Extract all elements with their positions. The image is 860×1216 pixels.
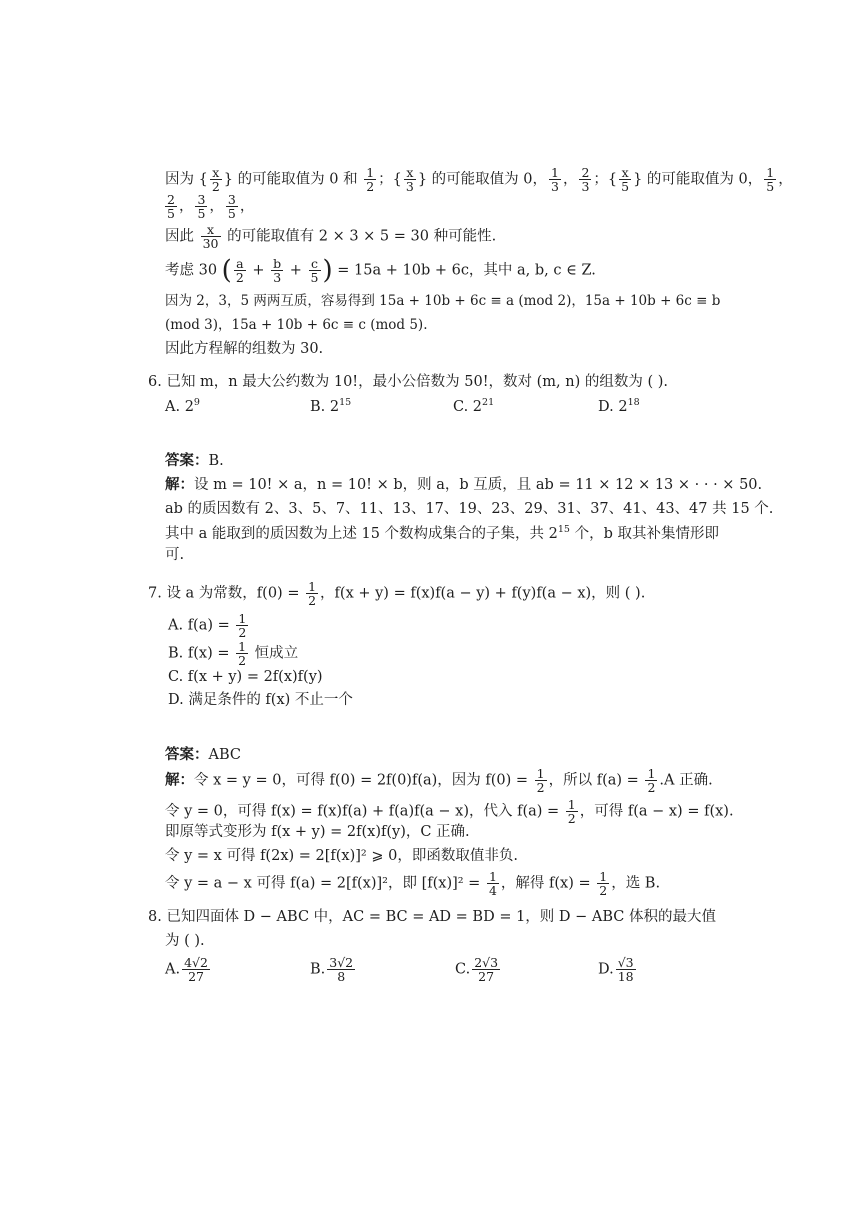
q8-option-c: C. $\frac{2√3}{27}$ (455, 955, 499, 985)
sol5-line4: 考虑 30 ( $\frac{a}{2}$ + $\frac{b}{3}$ + $\frac{c}{5}$ ) = 15a + 10b + 6c，其中 a, b, c ∈ Z. (165, 255, 596, 286)
sol5-line5: 因为 2，3，5 两两互质，容易得到 15a + 10b + 6c ≡ a (mod 2)，15a + 10b + 6c ≡ b (165, 293, 721, 309)
q6-solution-line1: 解：设 m = 10! × a，n = 10! × b，则 a，b 互质，且 ab = 11 × 12 × 13 × · · · × 50. (165, 476, 763, 493)
sol5-line2: $\frac{2}{5}$ ， $\frac{3}{5}$ ， $\frac{3}{5}$ ， (167, 192, 255, 222)
q7-solution-line4: 令 y = x 可得 f(2x) = 2[f(x)]² ⩾ 0，即函数取值非负. (165, 848, 518, 864)
q6-solution-line4: 可. (165, 547, 185, 563)
q7-stem: 7. 设 a 为常数，f(0) = $\frac{1}{2}$ ，f(x + y) = f(x)f(a − y) + f(y)f(a − x)，则 ( ). (148, 579, 646, 609)
sol5-line1: 因为 { $\frac{x}{2}$ } 的可能取值为 0 和 $\frac{1}{2}$ ；{ $\frac{x}{3}$ } 的可能取值为 0， $\frac{1}{3}$ ， $\frac{2}{3}$ ；{ $\frac{x}{5}$ } 的可能取值为 0， $\frac{1}{5}$ ， (165, 165, 793, 195)
sol5-line3: 因此 $\frac{x}{30}$ 的可能取值有 2 × 3 × 5 = 30 种可能性. (165, 222, 497, 252)
q7-option-d: D. 满足条件的 f(x) 不止一个 (168, 692, 353, 708)
sol5-line6: (mod 3)，15a + 10b + 6c ≡ c (mod 5). (165, 317, 428, 333)
q6-stem: 6. 已知 m，n 最大公约数为 10!，最小公倍数为 50!，数对 (m, n) 的组数为 ( ). (148, 374, 669, 390)
q6-solution-line3: 其中 a 能取到的质因数为上述 15 个数构成集合的子集，共 $2^{15}$ 个，b 取其补集情形即 (165, 524, 719, 542)
q8-option-a: A. $\frac{4√2}{27}$ (165, 955, 208, 985)
q7-solution-line2: 令 y = 0，可得 f(x) = f(x)f(a) + f(a)f(a − x)，代入 f(a) = $\frac{1}{2}$ ，可得 f(a − x) = f(x). (165, 797, 734, 827)
q6-solution-line2: ab 的质因数有 2、3、5、7、11、13、17、19、23、29、31、37、41、43、47 共 15 个. (165, 501, 774, 517)
q6-option-d: D. $2^{18}$ (598, 397, 640, 415)
q6-option-c: C. $2^{21}$ (453, 397, 495, 415)
q8-option-b: B. $\frac{3√2}{8}$ (310, 955, 354, 985)
q7-solution-line3: 即原等式变形为 f(x + y) = 2f(x)f(y)，C 正确. (165, 824, 470, 840)
q7-option-b: B. f(x) = $\frac{1}{2}$ 恒成立 (168, 639, 299, 669)
q7-answer: 答案：ABC (165, 746, 241, 763)
q7-solution-line5: 令 y = a − x 可得 f(a) = 2[f(x)]²，即 [f(x)]² = $\frac{1}{4}$ ，解得 f(x) = $\frac{1}{2}$ ，选 B. (165, 869, 661, 899)
q8-option-d: D. $\frac{√3}{18}$ (598, 955, 634, 985)
q6-option-a: A. $2^9$ (165, 397, 200, 415)
q6-option-b: B. $2^{15}$ (310, 397, 352, 415)
sol5-line7: 因此方程解的组数为 30. (165, 341, 324, 357)
q7-option-a: A. f(a) = $\frac{1}{2}$ (168, 611, 247, 641)
q8-stem-line2: 为 ( ). (165, 933, 205, 949)
q7-solution-line1: 解：令 x = y = 0，可得 f(0) = 2f(0)f(a)，因为 f(0) = $\frac{1}{2}$ ，所以 f(a) = $\frac{1}{2}$ .A 正确. (165, 766, 713, 796)
q6-answer: 答案：B. (165, 452, 224, 469)
q8-stem-line1: 8. 已知四面体 D − ABC 中，AC = BC = AD = BD = 1，则 D − ABC 体积的最大值 (148, 909, 717, 925)
q7-option-c: C. f(x + y) = 2f(x)f(y) (168, 669, 323, 685)
